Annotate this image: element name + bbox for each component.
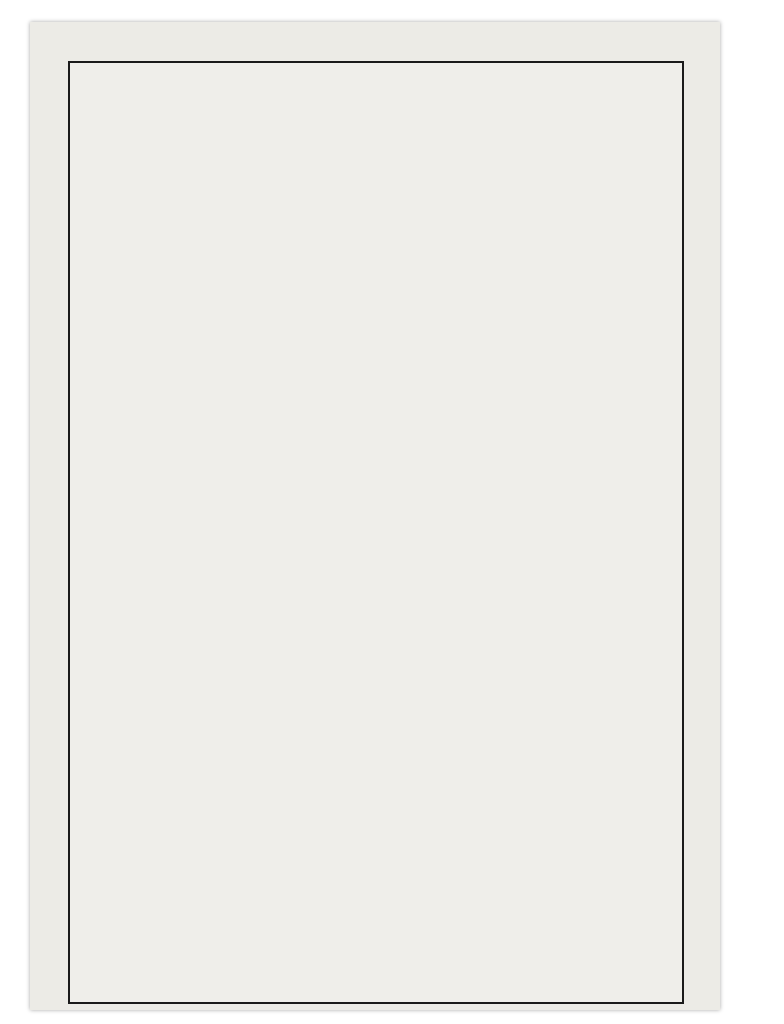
month-grid bbox=[70, 237, 682, 1002]
calendar-card bbox=[30, 22, 720, 1010]
calendar-frame bbox=[68, 61, 684, 1004]
